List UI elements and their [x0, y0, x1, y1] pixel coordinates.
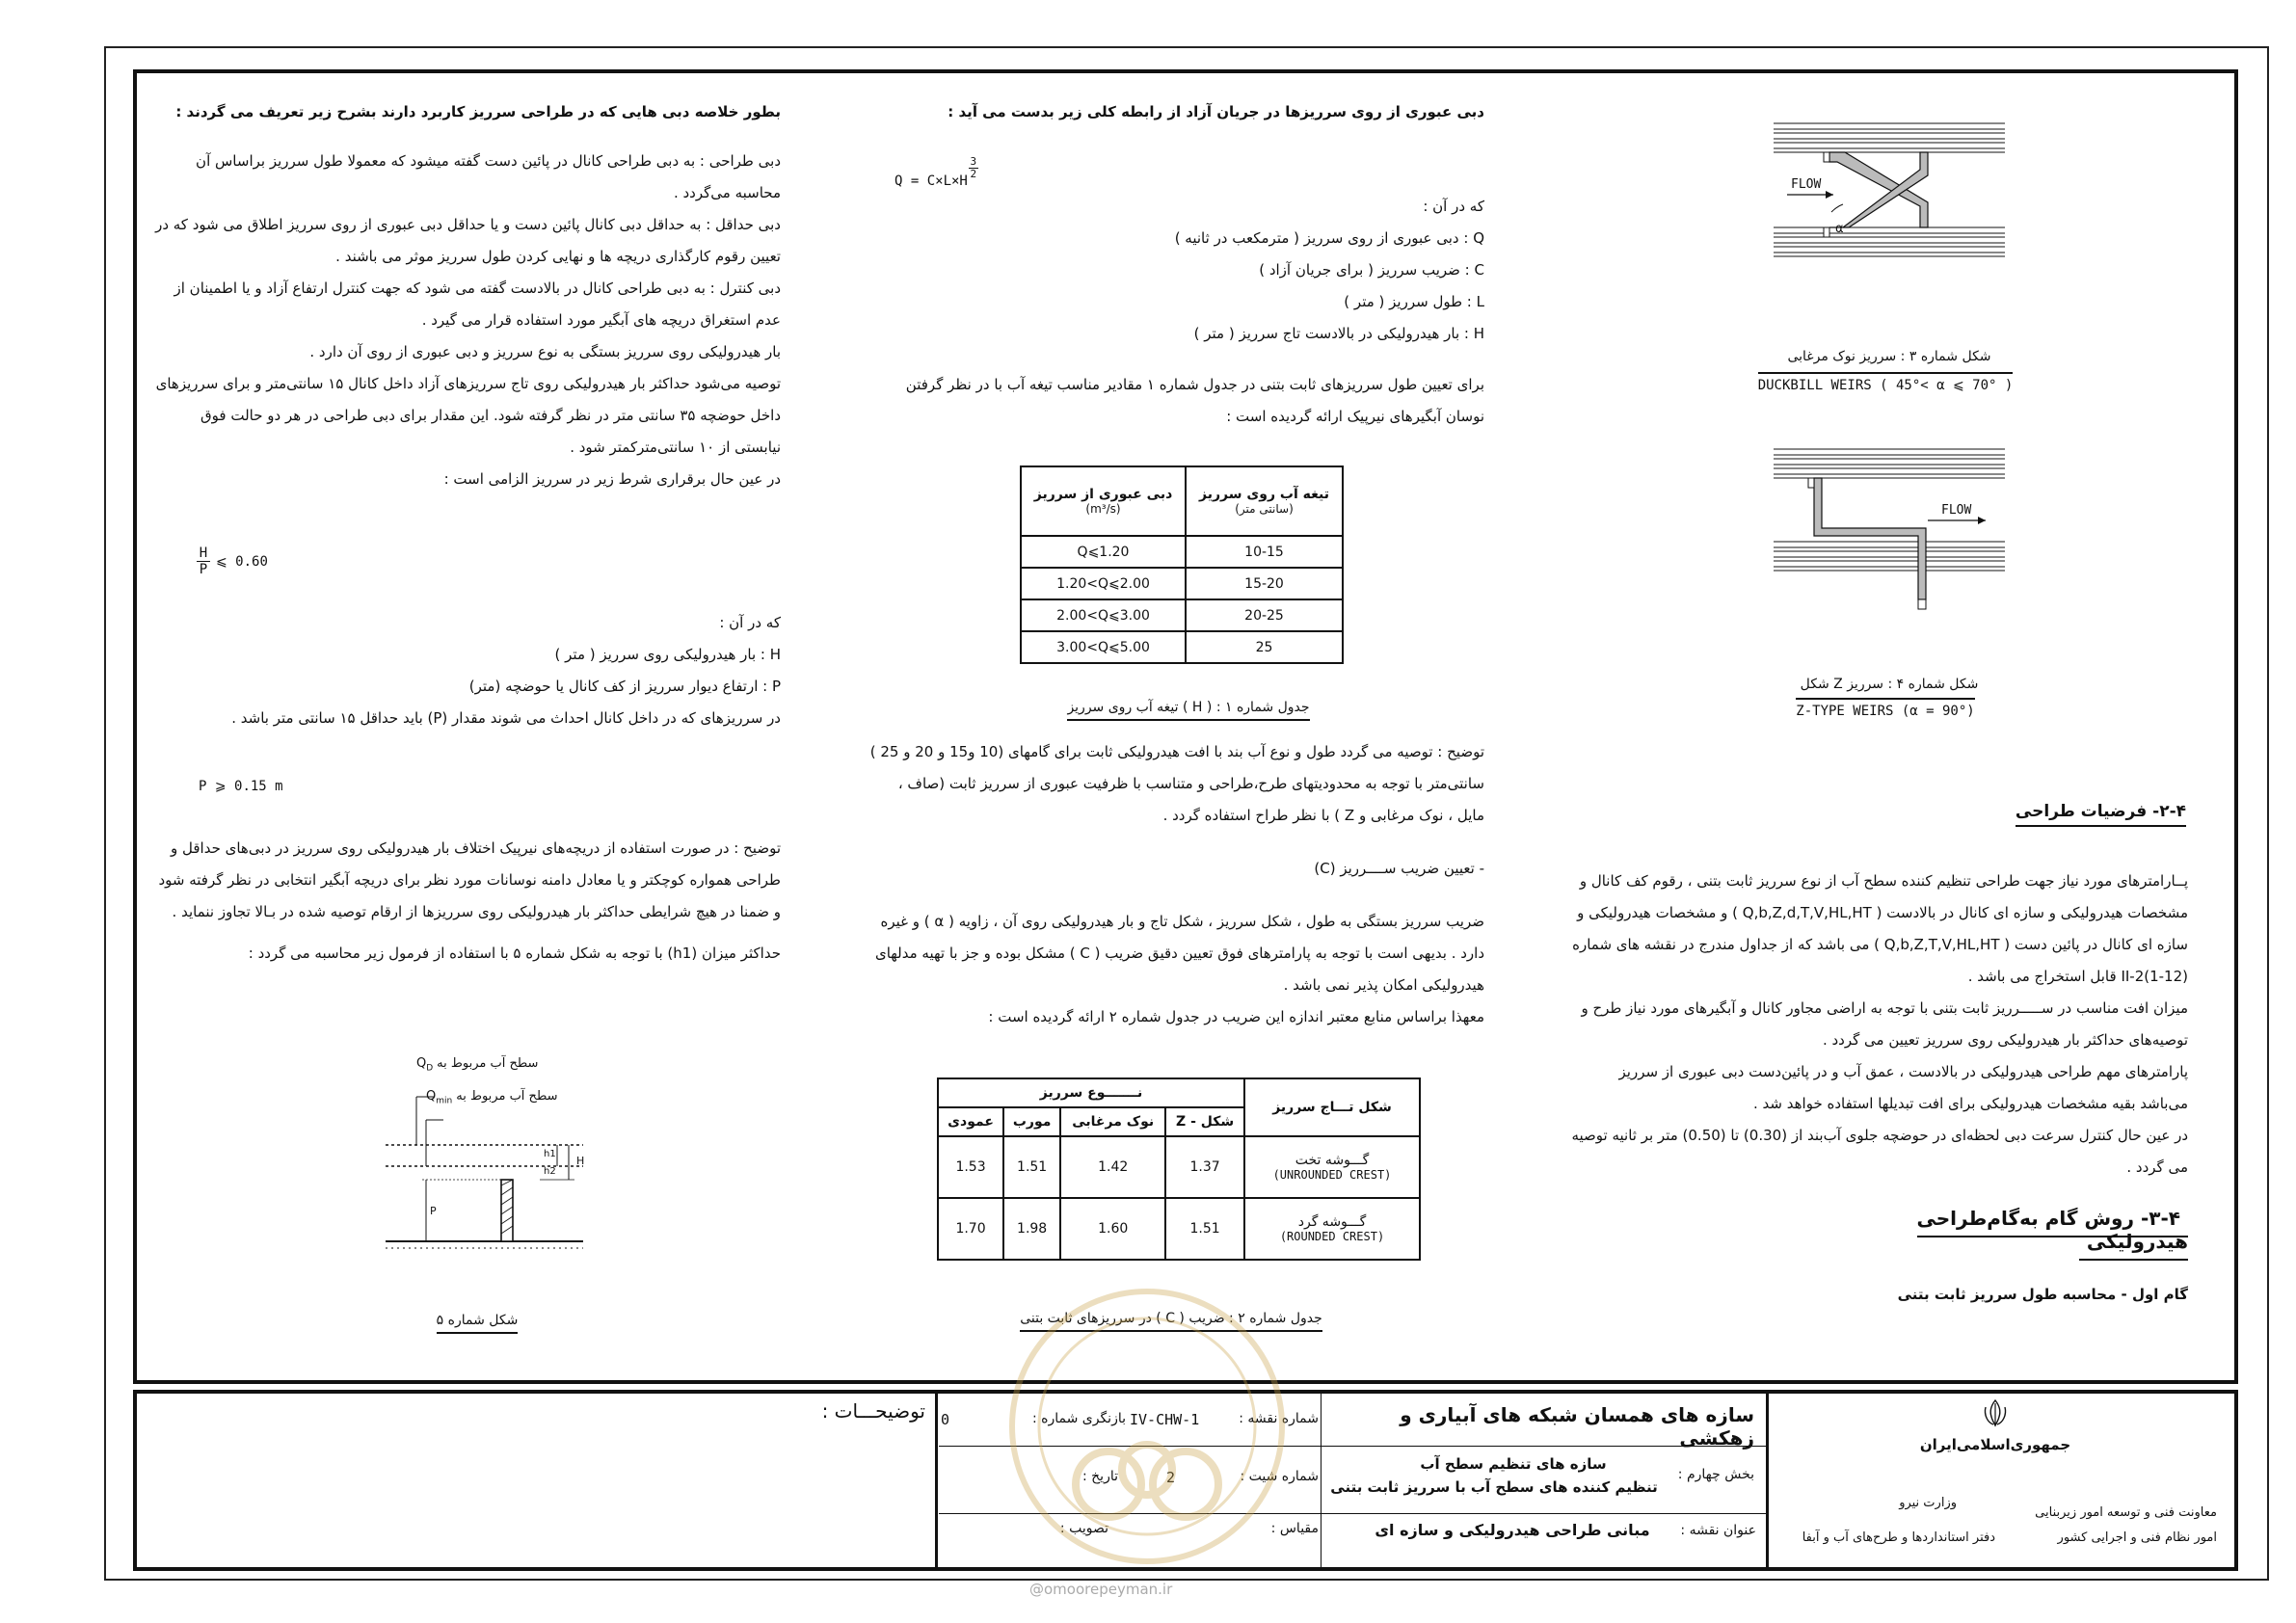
- column-note: [154, 833, 781, 970]
- figure-3: [1774, 108, 2005, 281]
- fig4-flow: FLOW: [1941, 503, 1972, 518]
- formula-hp-den: P: [199, 562, 208, 577]
- date-label: تاریخ :: [1081, 1469, 1118, 1484]
- def-q: Q : دبی عبوری از روی سرریز ( مترمکعب در ثانیه ): [1174, 229, 1484, 247]
- deputy-label: معاونت فنی و توسعه امور زیربنایی: [2035, 1505, 2217, 1520]
- def-h: H : بار هیدرولیکی روی سرریز ( متر ): [554, 646, 781, 663]
- table1-col1-head: تیغه آب روی سرریز (سانتی متر): [1186, 466, 1343, 536]
- h1-text: حداکثر میزان (h1) با توجه به شکل شماره ۵ با استفاده از فرمول زیر محاسبه می گردد :: [248, 945, 781, 962]
- control-discharge-text: دبی کنترل : به دبی طراحی کانال در بالادست گفته می شود که جهت کنترل ارتفاع آزاد و یا اطمینان از عدم استغراق دریچه های آبگیر مورد استفاده قرار می گیرد .: [174, 279, 781, 329]
- column-definitions: [154, 96, 781, 495]
- part-label: بخش چهارم :: [1677, 1467, 1754, 1482]
- column-assumptions: [1571, 865, 2188, 1184]
- note-text: توضیح : در صورت استفاده از دریچه‌های نیرپیک اختلاف بار هیدرولیکی روی سرریز در دبی‌های حداقل و طراحی همواره کوچکتر و یا معادل دامنه نوسانات مورد نظر برای دریچه آبگیر انتخابی در نظر گرفته شود و ضمنا در هیچ شرایطی حداکثر بار هیدرولیکی روی سرریزها از ارقام توصیه شده در بـالا تجاوز ننماید .: [158, 839, 781, 920]
- notes-label: توضیحـــات :: [821, 1399, 925, 1423]
- table-row: عمودی مورب نوک مرغابی Z - شکل: [938, 1107, 1420, 1136]
- def-l: L : طول سرریز ( متر ): [1344, 293, 1484, 310]
- formula-hp-rest: ⩽ 0.60: [216, 553, 268, 570]
- table-row: [938, 1078, 1420, 1107]
- mid-intro: دبی عبوری از روی سرریزها در جریان آزاد از رابطه کلی زیر بدست می آید :: [948, 103, 1484, 120]
- revision-value: 0: [941, 1411, 950, 1428]
- watermark-seal: [1002, 1282, 1292, 1571]
- intro-text: بطور خلاصه دبی هایی که در طراحی سرریز کاربرد دارند بشرح زیر تعریف می گردند :: [175, 103, 781, 120]
- republic-label: جمهوری‌اسلامی‌ایران: [1919, 1436, 2071, 1453]
- sheet-no: 2: [1166, 1469, 1176, 1486]
- table2-type-head: نـــــــوع سرریز: [938, 1078, 1244, 1107]
- map-title: مبانی طراحی هیدرولیکی و سازه ای: [1375, 1521, 1650, 1539]
- min-p-text: در سرریزهای که در داخل کانال احداث می شوند مقدار (P) باید حداقل ۱۵ سانتی متر باشد .: [231, 709, 781, 727]
- figure-4-caption: شکل شماره ۴ : سرریز Z شکل: [1800, 677, 1979, 692]
- emblem-icon: [1980, 1397, 2011, 1428]
- assumptions-p2: میزان افت مناسب در ســـــرریز ثابت بتنی با توجه به اراضی مجاور کانال و آبگیرهای مورد نیاز طرح و توصیه‌های حداکثر بار هیدرولیکی روی سرریز تعیین می گردد .: [1581, 999, 2188, 1049]
- min-discharge-text: دبی حداقل : به حداقل دبی کانال پائین دست و یا حداقل دبی عبوری از روی سرریز اطلاق می شود که در تعیین رقوم کارگذاری دریچه ها و نهایی کردن طول سرریز موثر می باشند .: [155, 216, 781, 265]
- def-p: P : ارتفاع دیوار سرریز از کف کانال یا حوضچه (متر): [468, 678, 781, 695]
- table1-intro: برای تعیین طول سرریزهای ثابت بتنی در جدول شماره ۱ مقادیر مناسب تیغه آب با در نظر گرفتن نوسان آبگیرهای نیرپیک ارائه گردیده است :: [905, 376, 1484, 425]
- design-discharge-text: دبی طراحی : به دبی طراحی کانال در پائین دست گفته میشود که معمولا طول سرریز براساس آن محاسبه می‌گردد .: [196, 152, 781, 201]
- ministry-label: وزارت نیرو: [1899, 1496, 1957, 1510]
- formula-hp: [197, 545, 268, 577]
- section-4-2-heading: ۲-۴- فرضیات طراحی: [1966, 802, 2186, 821]
- revision-label: بازنگری شماره :: [1031, 1411, 1126, 1426]
- formula-p: P ⩾ 0.15 m: [199, 779, 283, 794]
- table-row: 1.70 1.98 1.60 1.51 گـــوشه گرد (ROUNDED CREST): [938, 1198, 1420, 1260]
- table-row: Q⩽1.20 10-15: [1021, 536, 1343, 568]
- sheet-no-label: شماره شیت :: [1240, 1469, 1319, 1484]
- def-c: C : ضریب سرریز ( برای جریان آزاد ): [1259, 261, 1484, 279]
- fig5-P: P: [430, 1205, 437, 1217]
- formula-q: Q = C×L×H 3 2: [894, 155, 977, 189]
- map-title-label: عنوان نقشه :: [1680, 1523, 1756, 1538]
- table-row: [1021, 466, 1343, 536]
- column-formula: [868, 96, 1484, 128]
- formula-hp-num: H: [199, 545, 208, 561]
- column-coefficient: [868, 736, 1484, 1033]
- table-row: 1.20<Q⩽2.00 15-20: [1021, 568, 1343, 599]
- table-row: 3.00<Q⩽5.00 25: [1021, 631, 1343, 663]
- recommend-text: توصیه می‌شود حداکثر بار هیدرولیکی روی تاج سرریزهای آزاد داخل کانال ۱۵ سانتی‌متر و برای سرریزهای داخل حوضچه ۳۵ سانتی متر در نظر گرفته شود. این مقدار برای دبی طراحی در هر دو حالت فوق نیابستی از ۱۰ سانتی‌مترکمتر شود .: [155, 375, 781, 456]
- figure-4-caption-en: Z-TYPE WEIRS (α = 90°): [1750, 704, 2020, 719]
- office-label: دفتر استانداردها و طرح‌های آب و آبفا: [1802, 1530, 1995, 1545]
- fig5-h2: h2: [544, 1166, 556, 1177]
- fig3-alpha: α: [1835, 222, 1844, 236]
- condition-text: در عین حال برقراری شرط زیر در سرریز الزامی است :: [443, 470, 781, 488]
- watermark-url: @omoorepeyman.ir: [1029, 1581, 1173, 1598]
- table1-col2-head: دبی عبوری از سرریز (m³/s): [1021, 466, 1186, 536]
- drawing-no-label: شماره نقشه :: [1239, 1411, 1319, 1426]
- gaps-note: توضیح : توصیه می گردد طول و نوع آب بند با افت هیدرولیکی ثابت برای گامهای (10 و15 و 20 و 25 ) سانتی‌متر با توجه به محدودیتهای طرح،طراحی و متناسب با ظرفیت عبوری از سرریز ثابت (صاف ، مایل ، نوک مرغابی و Z ) با نظر طراح استفاده گردد .: [869, 743, 1484, 824]
- table-row: 1.53 1.51 1.42 1.37 گـــوشه تخت (UNROUNDED CREST): [938, 1136, 1420, 1198]
- main-title: سازه های همسان شبکه های آبیاری و زهکشی: [1400, 1403, 1754, 1450]
- column-formula-defs: [868, 191, 1484, 433]
- fig5-qd-sym: $Q_D$: [416, 1056, 434, 1074]
- part-title-2: تنظیم کننده های سطح آب با سرریز ثابت بتنی: [1330, 1478, 1658, 1496]
- scale-label: مقیاس :: [1270, 1521, 1319, 1536]
- fig3-flow: FLOW: [1791, 177, 1822, 192]
- coef-heading: - تعیین ضریب ســــرریز (C): [1314, 860, 1484, 877]
- drawing-no: IV-CHW-1: [1130, 1411, 1200, 1428]
- coef-table-intro: معهذا براساس منابع معتبر اندازه این ضریب در جدول شماره ۲ ارائه گردیده است :: [988, 1008, 1484, 1025]
- def-hmid: H : بار هیدرولیکی در بالادست تاج سرریز ( متر ): [1193, 325, 1484, 342]
- part-title-1: سازه های تنظیم سطح آب: [1420, 1455, 1607, 1473]
- affairs-label: امور نظام فنی و اجرایی کشور: [2057, 1530, 2217, 1545]
- assumptions-p1: پــارامترهای مورد نیاز جهت طراحی تنظیم کننده سطح آب از نوع سرریز ثابت بتنی ، رقوم کف کانال و مشخصات هیدرولیکی و سازه ای کانال در بالادست ( Q,b,Z,d,T,V,HL,HT ) و مشخصات هیدرولیکی و سازه ای کانال در پائین دست ( Q,b,Z,T,V,HL,HT ) می باشد که از جداول مندرج در نقشه های شماره II-2(1-12) قابل استخراج می باشد .: [1572, 872, 2188, 985]
- mid-where: که در آن :: [1423, 198, 1484, 215]
- section-4-3-heading: ۳-۴- روش گام به‌گام‌طراحی هیدرولیکی: [1831, 1207, 2188, 1253]
- table-2: [937, 1078, 1421, 1261]
- figure-3-caption-en: DUCKBILL WEIRS ( 45°< α ⩽ 70° ): [1741, 378, 2030, 393]
- coef-text: ضریب سرریز بستگی به طول ، شکل سرریز ، شکل تاج و بار هیدرولیکی روی آن ، زاویه ( α ) و غیره دارد . بدیهی است با توجه به پارامترهای فوق تعیین دقیق ضریب ( C ) مشکل بوده و جز با تهیه مدلهای هیدرولیکی امکان پذیر نمی باشد .: [874, 913, 1484, 994]
- fig5-qd-label: سطح آب مربوط به: [437, 1056, 539, 1071]
- where-text: که در آن :: [719, 614, 781, 631]
- figure-3-caption: شکل شماره ۳ : سرریز نوک مرغابی: [1787, 349, 1991, 364]
- table-row: 2.00<Q⩽3.00 20-25: [1021, 599, 1343, 631]
- step-1-heading: گام اول - محاسبه طول سرریز ثابت بتنی: [1897, 1286, 2188, 1303]
- table-1: [1020, 466, 1344, 664]
- approval-label: تصویب :: [1059, 1521, 1108, 1536]
- table-1-caption: جدول شماره ۱ : ( H ) تیغه آب روی سرریز: [1049, 700, 1328, 715]
- head-text: بار هیدرولیکی روی سرریز بستگی به نوع سرریز و دبی عبوری از روی آن دارد .: [309, 343, 781, 360]
- fig5-h1: h1: [544, 1149, 556, 1159]
- column-definitions-2: [154, 607, 781, 734]
- assumptions-p3: پارامترهای مهم طراحی هیدرولیکی در بالادست ، عمق آب و در پائین‌دست دبی عبوری از سرریز می‌باشد بقیه مشخصات هیدرولیکی برای افت تبدیلها استفاده خواهد شد .: [1618, 1063, 2188, 1112]
- figure-5: [376, 1056, 617, 1272]
- assumptions-p4: در عین حال کنترل سرعت دبی لحظه‌ای در حوضچه جلوی آب‌بند از (0.30) تا (0.50) متر بر ثانیه توصیه می گردد .: [1571, 1127, 2188, 1176]
- figure-5-caption: شکل شماره ۵: [414, 1313, 540, 1328]
- table-2-caption: جدول شماره ۲ : ضریب ( C ) در سرریزهای ثابت بتنی: [1012, 1311, 1330, 1326]
- fig5-H: H: [576, 1155, 585, 1167]
- fig5-qmin-sym: $Q_{min}$: [426, 1089, 453, 1106]
- fig5-qmin-label: سطح آب مربوط به: [456, 1089, 558, 1104]
- figure-4: [1774, 436, 2005, 628]
- table2-crest-head: شکل تـــاج سرریز: [1244, 1078, 1420, 1136]
